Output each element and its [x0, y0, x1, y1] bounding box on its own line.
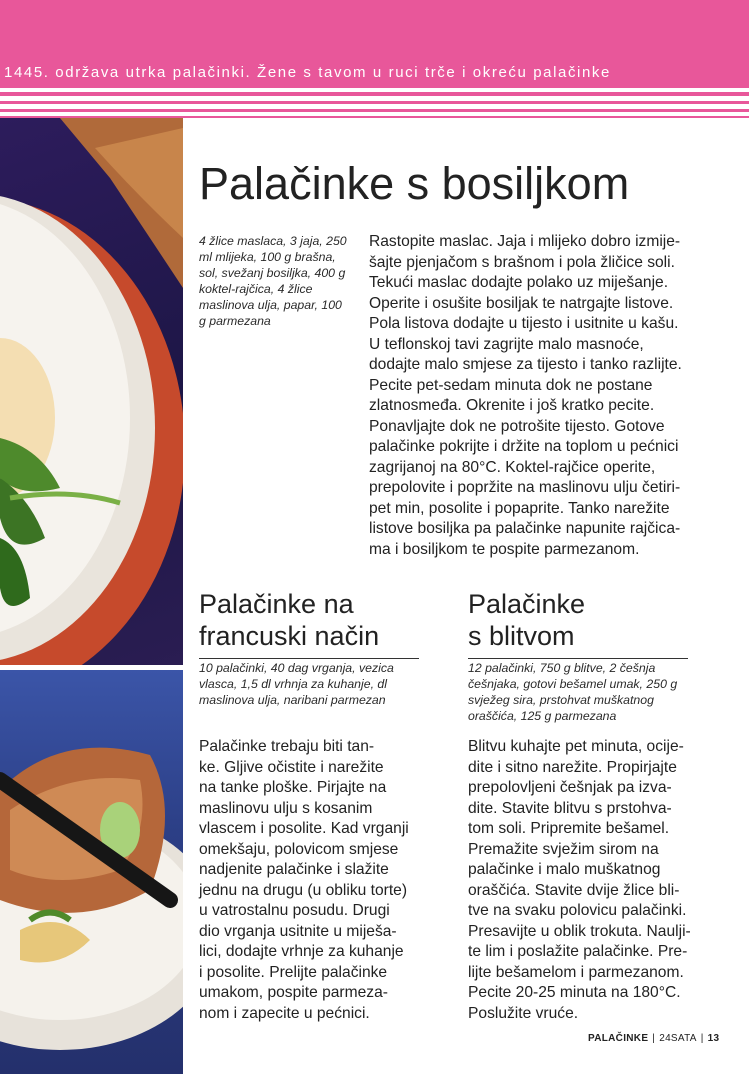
text-line: palačinke i malo muškatnog	[468, 861, 661, 878]
text-line: zlatnosmeđa. Okrenite i još kratko pecite.	[369, 397, 655, 414]
text-line: oraščića. Stavite dvije žlice bli-	[468, 881, 680, 899]
text-line: vlascem i posolite. Kad vrganji	[199, 820, 409, 837]
text-line: na tanke ploške. Pirjajte na	[199, 779, 387, 796]
text-line: palačinke pokrijte i držite na toplom u pećnici	[369, 438, 679, 455]
page-footer	[588, 1033, 719, 1044]
ingredients-french: 10 palačinki, 40 dag vrganja, vezica vlasca, 1,5 dl vrhnja za kuhanje, dl maslinova ulja, naribani parmezan	[199, 661, 394, 707]
text-line: Pecite 20-25 minuta na 180°C.	[468, 984, 681, 1001]
title-line: Palačinke	[468, 589, 586, 619]
basil-pancake-photo	[0, 118, 183, 665]
header-stripe	[0, 109, 749, 112]
divider	[468, 658, 688, 659]
ingredients-basil: 4 žlice maslaca, 3 jaja, 250 ml mlijeka, 100 g brašna, sol, svežanj bosiljka, 400 g koktel-rajčica, 4 žlice maslinova ulja, papar, 100 g parmezana	[199, 234, 347, 328]
text-line: U teflonskoj tavi zagrijte malo masnoće,	[369, 335, 644, 353]
instructions-chard	[468, 737, 708, 1024]
ingredients-chard: 12 palačinki, 750 g blitve, 2 češnja češnjaka, gotovi bešamel umak, 250 g svježeg sira, prstohvat muškatnog oraščića, 125 g parmezana	[468, 661, 678, 723]
text-line: Tekući maslac dodajte polako uz miješanje.	[369, 274, 669, 291]
text-line: Presavijte u oblik trokuta. Naulji-	[468, 922, 691, 940]
text-line: umakom, pospite parmeza-	[199, 984, 388, 1001]
text-line: Operite i osušite bosiljak te natrgajte listove.	[369, 294, 674, 312]
footer-publication: 24SATA	[659, 1033, 697, 1044]
french-pancake-photo	[0, 670, 183, 1074]
text-line: Pecite pet-sedam minuta dok ne postane	[369, 376, 653, 394]
text-line: dodajte malo smjese za tijesto i tanko razlijte.	[369, 356, 682, 373]
text-line: ke. Gljive očistite i narežite	[199, 758, 384, 776]
header-stripe	[0, 101, 749, 104]
text-line: omekšaju, polovicom smjese	[199, 840, 399, 858]
text-line: lijte bešamelom i parmezanom.	[468, 963, 684, 981]
text-line: pet min, posolite i popaprite. Tanko narežite	[369, 499, 670, 517]
header-stripe	[0, 92, 749, 96]
text-line: nadjenite palačinke i slažite	[199, 861, 389, 878]
text-line: Blitvu kuhajte pet minuta, ocije-	[468, 738, 684, 755]
text-line: Poslužite vruće.	[468, 1004, 579, 1022]
footer-separator: |	[700, 1033, 704, 1044]
header-caption: 1445. održava utrka palačinki. Žene s tavom u ruci trče i okreću palačinke	[4, 64, 611, 81]
text-line: lici, dodajte vrhnje za kuhanje	[199, 943, 404, 960]
footer-separator: |	[652, 1033, 656, 1044]
text-line: jednu na drugu (u obliku torte)	[199, 881, 408, 899]
text-line: dio vrganja usitnite u miješa-	[199, 922, 397, 940]
title-line: s blitvom	[468, 621, 575, 651]
text-line: ma i bosiljkom te pospite parmezanom.	[369, 540, 640, 558]
text-line: šajte pjenjačom s brašnom i pola žličice soli.	[369, 253, 675, 271]
text-line: Premažite svježim sirom na	[468, 840, 659, 858]
text-line: Pola listova dodajte u tijesto i usitnite u kašu.	[369, 315, 679, 332]
page-number: 13	[707, 1033, 720, 1044]
title-line: Palačinke na	[199, 589, 354, 619]
text-line: maslinovu ulju s kosanim	[199, 799, 373, 817]
french-pancake-illustration	[0, 670, 183, 1074]
recipe-title-french	[199, 588, 379, 652]
text-line: Rastopite maslac. Jaja i mlijeko dobro izmije-	[369, 233, 681, 250]
text-line: dite i sitno narežite. Propirjajte	[468, 758, 677, 776]
text-line: prepolovite i popržite na maslinovu ulju četiri-	[369, 479, 681, 496]
text-line: u vatrostalnu posudu. Drugi	[199, 902, 390, 919]
recipe-title-basil: Palačinke s bosiljkom	[199, 158, 630, 209]
basil-pancake-illustration	[0, 118, 183, 665]
text-line: Ponavljajte dok ne potrošite tijesto. Gotove	[369, 417, 665, 435]
text-line: te lim i poslažite palačinke. Pre-	[468, 943, 688, 960]
instructions-french	[199, 737, 429, 1024]
footer-section: PALAČINKE	[588, 1033, 649, 1044]
text-line: dite. Stavite blitvu s prstohva-	[468, 799, 672, 817]
text-line: zagrijanoj na 80°C. Koktel-rajčice operite,	[369, 458, 656, 476]
title-line: francuski način	[199, 621, 380, 651]
text-line: i posolite. Prelijte palačinke	[199, 963, 388, 981]
text-line: nom i zapecite u pećnici.	[199, 1004, 370, 1022]
header-band	[0, 0, 749, 88]
recipe-title-chard	[468, 588, 585, 652]
text-line: tve na svaku polovicu palačinki.	[468, 902, 687, 919]
text-line: tom soli. Pripremite bešamel.	[468, 820, 670, 837]
instructions-basil	[369, 232, 739, 560]
text-line: listove bosiljka pa palačinke napunite rajčica-	[369, 520, 681, 537]
divider	[199, 658, 419, 659]
text-line: Palačinke trebaju biti tan-	[199, 738, 375, 755]
text-line: prepolovljeni češnjak pa izva-	[468, 779, 672, 796]
